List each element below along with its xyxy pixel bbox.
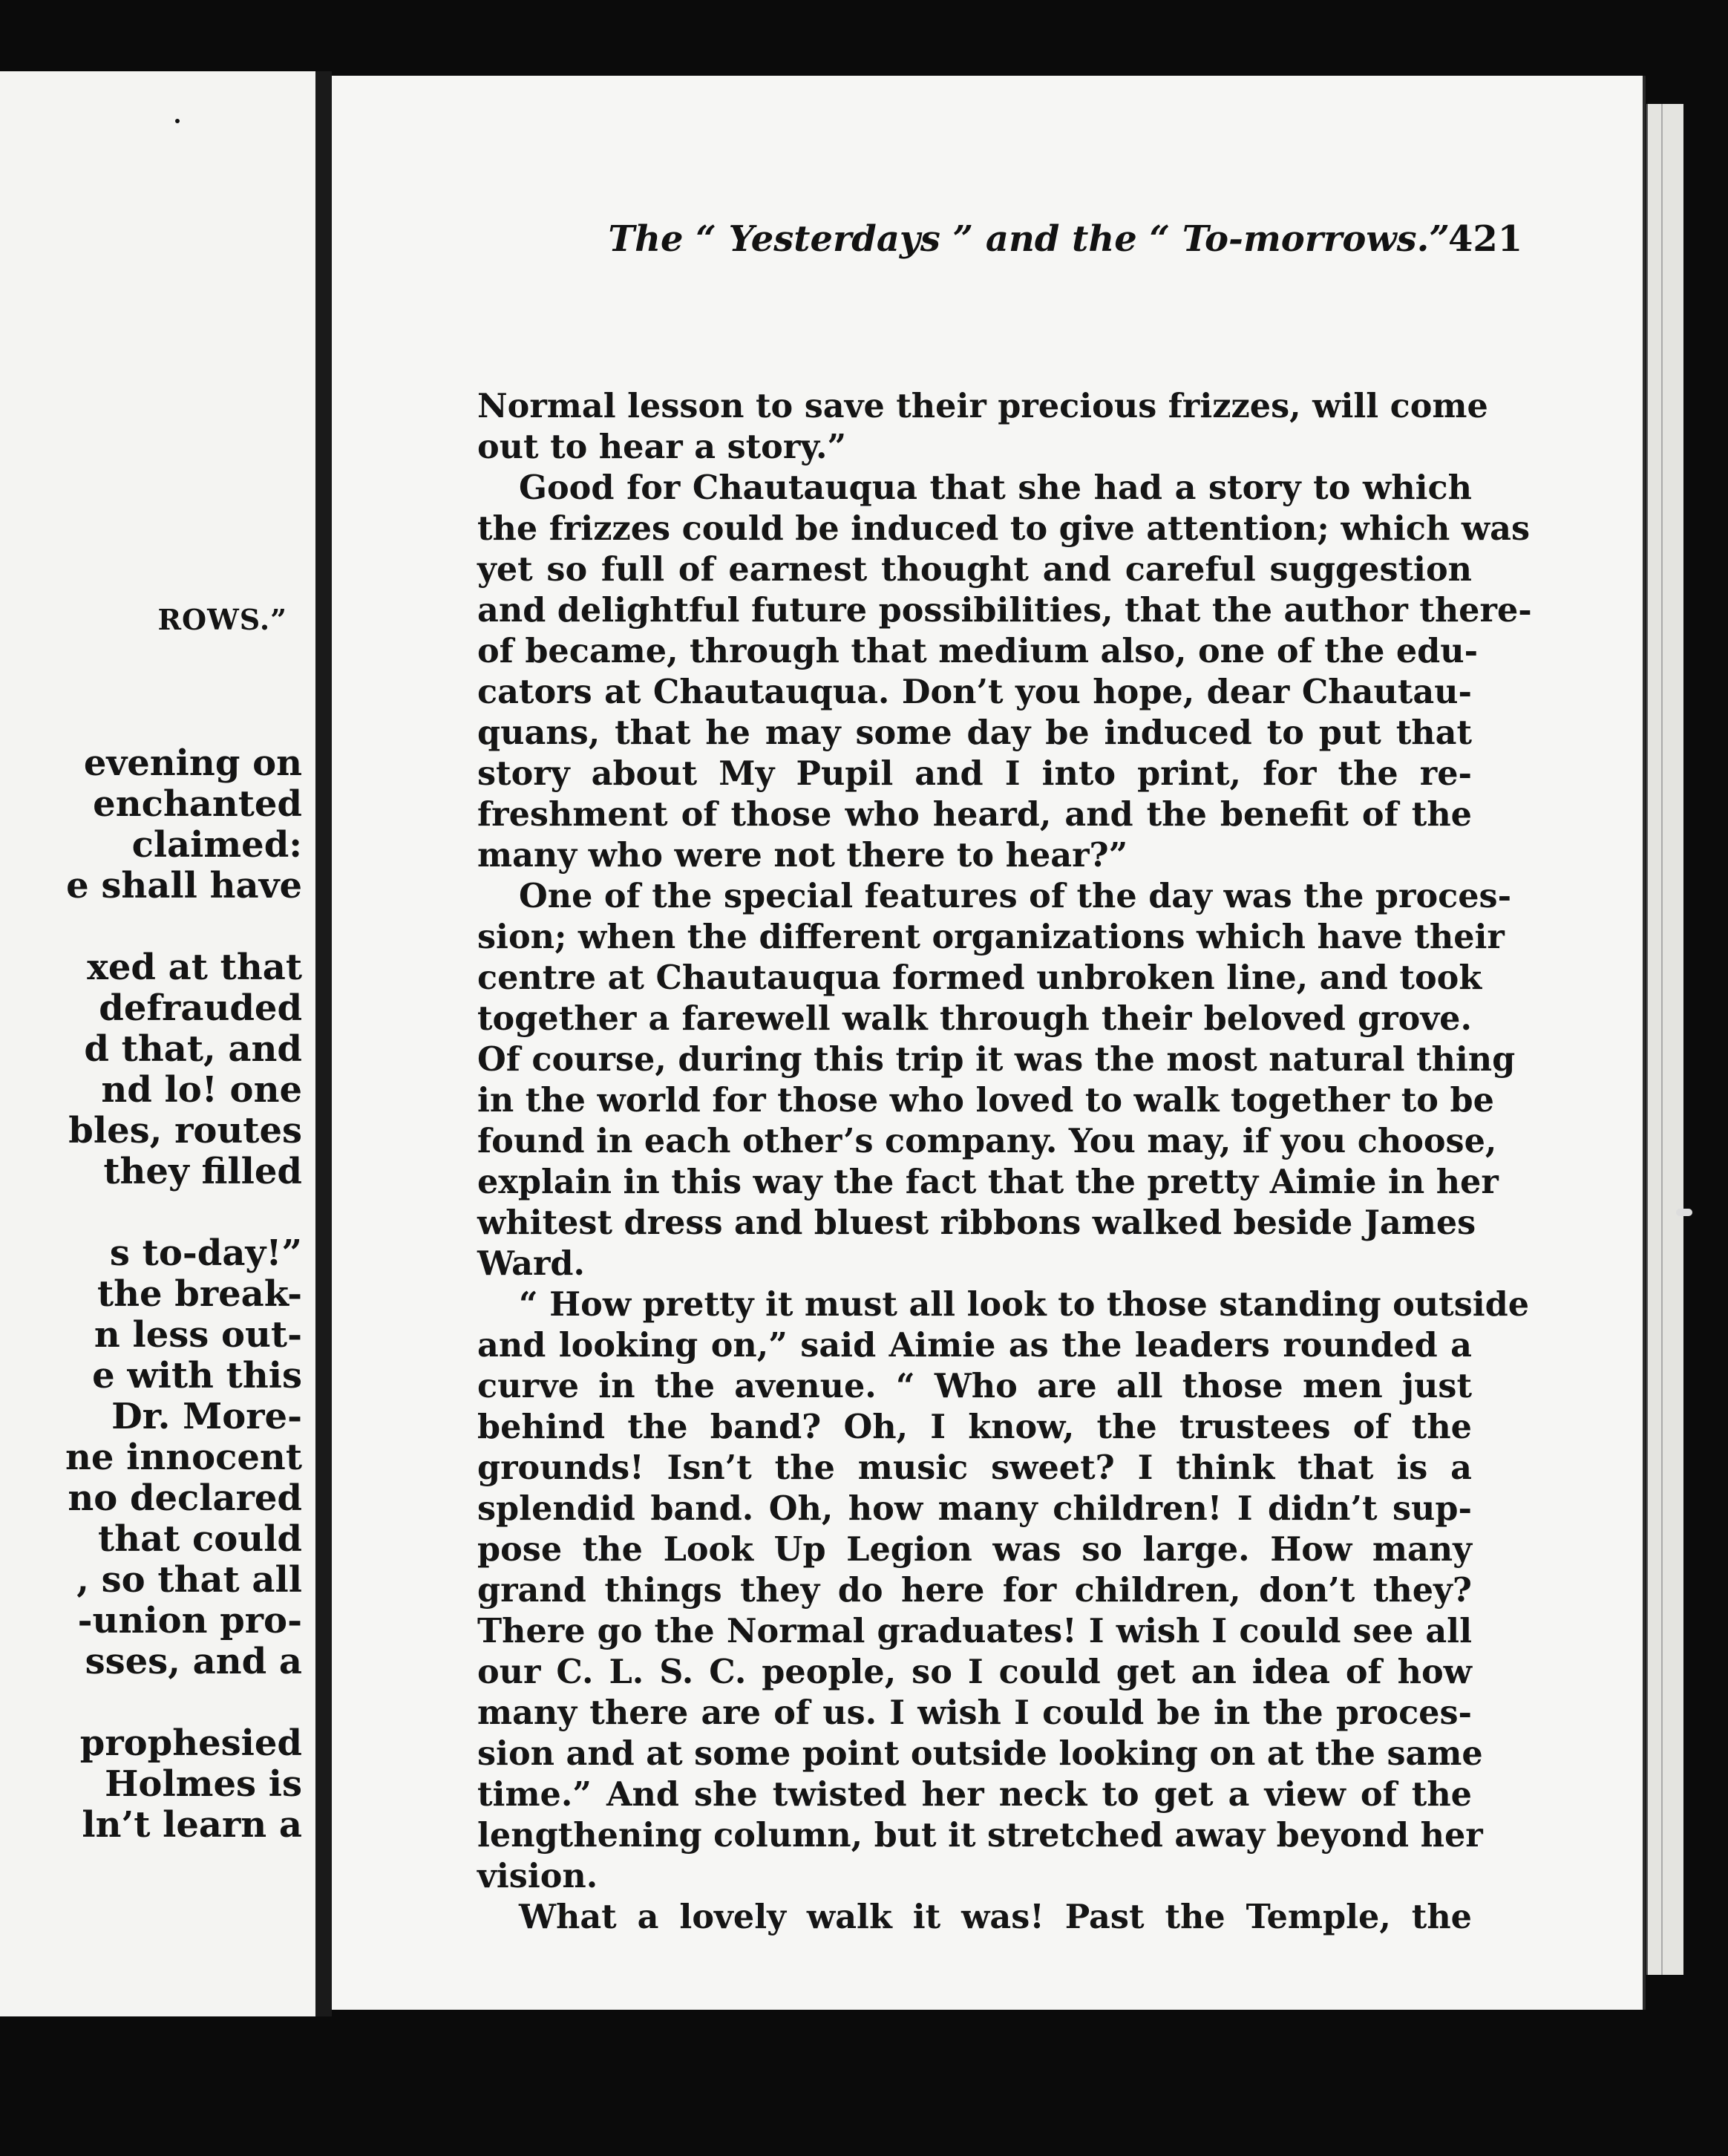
text-line: time.” And she twisted her neck to get a view of the <box>477 1775 1472 1814</box>
left-page-line: ne innocent <box>65 1437 302 1478</box>
text-line: and delightful future possibilities, that the author there- <box>477 591 1532 630</box>
text-line: What a lovely walk it was! Past the Temple, the <box>519 1898 1472 1936</box>
left-page-line: evening on <box>83 742 302 784</box>
page-number: 421 <box>1448 218 1523 260</box>
left-page-line: enchanted <box>93 783 302 825</box>
left-page-line: bles, routes <box>68 1110 302 1152</box>
text-line: whitest dress and bluest ribbons walked beside James <box>477 1203 1476 1242</box>
text-line: yet so full of earnest thought and careful suggestion <box>477 550 1472 589</box>
text-line: grand things they do here for children, don’t they? <box>477 1571 1472 1610</box>
scan-speck <box>175 119 180 123</box>
left-page-line: the break- <box>96 1273 302 1315</box>
text-line: out to hear a story.” <box>477 428 847 466</box>
scan-speck <box>1676 1209 1692 1216</box>
left-page-line: that could <box>98 1518 302 1560</box>
left-page-line: ln’t learn a <box>82 1804 302 1846</box>
left-page-line: xed at that <box>87 947 302 988</box>
left-page-line: Holmes is <box>105 1763 302 1805</box>
left-page-line: prophesied <box>79 1722 302 1764</box>
text-line: pose the Look Up Legion was so large. How many <box>477 1530 1472 1569</box>
text-line: cators at Chautauqua. Don’t you hope, dear Chautau- <box>477 673 1472 711</box>
text-line: Normal lesson to save their precious frizzes, will come <box>477 387 1488 425</box>
left-page-line: e shall have <box>66 865 302 906</box>
left-page-header: ROWS.” <box>157 603 287 636</box>
running-head <box>332 218 1643 270</box>
right-page <box>332 76 1646 2010</box>
left-page-line: -union pro- <box>77 1600 302 1642</box>
text-line: and looking on,” said Aimie as the leaders rounded a <box>477 1326 1472 1365</box>
text-line: sion and at some point outside looking on at the same <box>477 1734 1483 1773</box>
left-page-line: sses, and a <box>85 1641 302 1682</box>
text-line: our C. L. S. C. people, so I could get an idea of how <box>477 1653 1472 1691</box>
text-line: Of course, during this trip it was the most natural thing <box>477 1040 1516 1079</box>
text-line: behind the band? Oh, I know, the trustees of the <box>477 1408 1472 1446</box>
text-line: One of the special features of the day was the proces- <box>519 877 1512 915</box>
left-page-line: s to-day!” <box>109 1232 302 1274</box>
text-line: freshment of those who heard, and the benefit of the <box>477 795 1472 834</box>
left-page-line: claimed: <box>131 824 302 866</box>
text-line: Good for Chautauqua that she had a story to which <box>519 468 1472 507</box>
text-line: “ How pretty it must all look to those standing outside <box>519 1285 1530 1324</box>
text-line: quans, that he may some day be induced to put that <box>477 713 1472 752</box>
text-line: many who were not there to hear?” <box>477 836 1128 875</box>
text-line: sion; when the different organizations which have their <box>477 918 1505 956</box>
text-line: splendid band. Oh, how many children! I didn’t sup- <box>477 1489 1472 1528</box>
text-line: Ward. <box>477 1244 585 1283</box>
text-line: explain in this way the fact that the pretty Aimie in her <box>477 1163 1499 1201</box>
left-page <box>0 71 315 2016</box>
running-title: The “ Yesterdays ” and the “ To-morrows.” <box>608 218 1450 260</box>
text-line: story about My Pupil and I into print, for the re- <box>477 754 1472 793</box>
page-edge <box>1646 104 1683 1975</box>
left-page-line: nd lo! one <box>101 1069 302 1111</box>
left-page-line: , so that all <box>76 1559 302 1601</box>
text-line: curve in the avenue. “ Who are all those men just <box>477 1367 1472 1405</box>
text-line: centre at Chautauqua formed unbroken line, and took <box>477 958 1482 997</box>
text-line: in the world for those who loved to walk together to be <box>477 1081 1494 1120</box>
text-line: lengthening column, but it stretched away beyond her <box>477 1816 1483 1855</box>
left-page-line: defrauded <box>99 987 302 1029</box>
left-page-line: n less out- <box>94 1314 302 1356</box>
left-page-line: Dr. More- <box>111 1396 302 1437</box>
text-line: of became, through that medium also, one of the edu- <box>477 632 1479 670</box>
text-line: the frizzes could be induced to give attention; which was <box>477 509 1531 548</box>
text-line: found in each other’s company. You may, if you choose, <box>477 1122 1497 1160</box>
text-line: There go the Normal graduates! I wish I could see all <box>477 1612 1472 1650</box>
text-line: grounds! Isn’t the music sweet? I think that is a <box>477 1448 1472 1487</box>
body-text <box>477 386 1532 1938</box>
left-page-line: they filled <box>103 1151 302 1192</box>
text-line: together a farewell walk through their beloved grove. <box>477 999 1472 1038</box>
left-page-line: no declared <box>68 1477 302 1519</box>
text-line: vision. <box>477 1857 598 1895</box>
left-page-line: e with this <box>92 1355 302 1396</box>
book-gutter <box>315 71 332 2016</box>
text-line: many there are of us. I wish I could be in the proces- <box>477 1693 1472 1732</box>
left-page-line: d that, and <box>84 1028 302 1070</box>
